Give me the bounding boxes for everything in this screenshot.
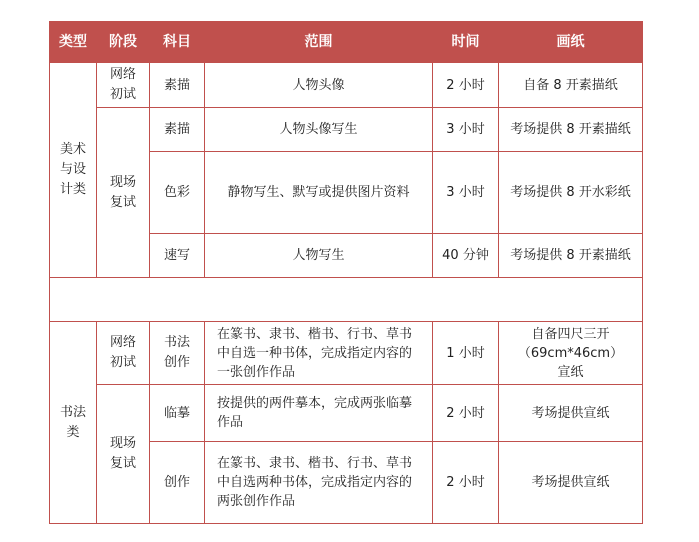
subject-cell: 书法创作 <box>150 322 205 385</box>
stage-cell-onsite: 现场复试 <box>97 385 150 524</box>
header-time: 时间 <box>433 22 499 63</box>
paper-cell: 考场提供宣纸 <box>499 385 643 442</box>
spacer-row <box>50 278 643 322</box>
subject-cell: 临摹 <box>150 385 205 442</box>
type-cell-art: 美术与设计类 <box>50 63 97 278</box>
header-subject: 科目 <box>150 22 205 63</box>
table-row <box>50 108 643 152</box>
header-row <box>50 22 643 63</box>
subject-cell: 素描 <box>150 63 205 108</box>
time-cell: 2 小时 <box>433 385 499 442</box>
paper-cell: 自备四尺三开（69cm*46cm）宣纸 <box>499 322 643 385</box>
subject-cell: 创作 <box>150 442 205 524</box>
paper-cell: 自备 8 开素描纸 <box>499 63 643 108</box>
stage-cell-onsite: 现场复试 <box>97 108 150 278</box>
paper-cell: 考场提供 8 开水彩纸 <box>499 152 643 234</box>
header-scope: 范围 <box>205 22 433 63</box>
scope-cell: 人物头像写生 <box>205 108 433 152</box>
scope-cell: 人物头像 <box>205 63 433 108</box>
header-type: 类型 <box>50 22 97 63</box>
time-cell: 2 小时 <box>433 442 499 524</box>
scope-cell: 静物写生、默写或提供图片资料 <box>205 152 433 234</box>
scope-cell: 按提供的两件摹本，完成两张临摹作品 <box>205 385 433 442</box>
subject-cell: 素描 <box>150 108 205 152</box>
subject-cell: 色彩 <box>150 152 205 234</box>
scope-cell: 在篆书、隶书、楷书、行书、草书中自选两种书体，完成指定内容的两张创作作品 <box>205 442 433 524</box>
paper-cell: 考场提供 8 开素描纸 <box>499 234 643 278</box>
header-paper: 画纸 <box>499 22 643 63</box>
time-cell: 40 分钟 <box>433 234 499 278</box>
spacer-cell <box>50 278 643 322</box>
table-row <box>50 63 643 108</box>
scope-cell: 在篆书、隶书、楷书、行书、草书中自选一种书体，完成指定内容的一张创作作品 <box>205 322 433 385</box>
time-cell: 3 小时 <box>433 152 499 234</box>
stage-cell-online: 网络初试 <box>97 63 150 108</box>
paper-cell: 考场提供宣纸 <box>499 442 643 524</box>
scope-cell: 人物写生 <box>205 234 433 278</box>
subject-cell: 速写 <box>150 234 205 278</box>
stage-cell-online: 网络初试 <box>97 322 150 385</box>
paper-cell: 考场提供 8 开素描纸 <box>499 108 643 152</box>
time-cell: 1 小时 <box>433 322 499 385</box>
type-cell-calligraphy: 书法类 <box>50 322 97 524</box>
header-stage: 阶段 <box>97 22 150 63</box>
exam-table <box>49 21 643 524</box>
time-cell: 3 小时 <box>433 108 499 152</box>
table-row <box>50 322 643 385</box>
time-cell: 2 小时 <box>433 63 499 108</box>
table-row <box>50 385 643 442</box>
